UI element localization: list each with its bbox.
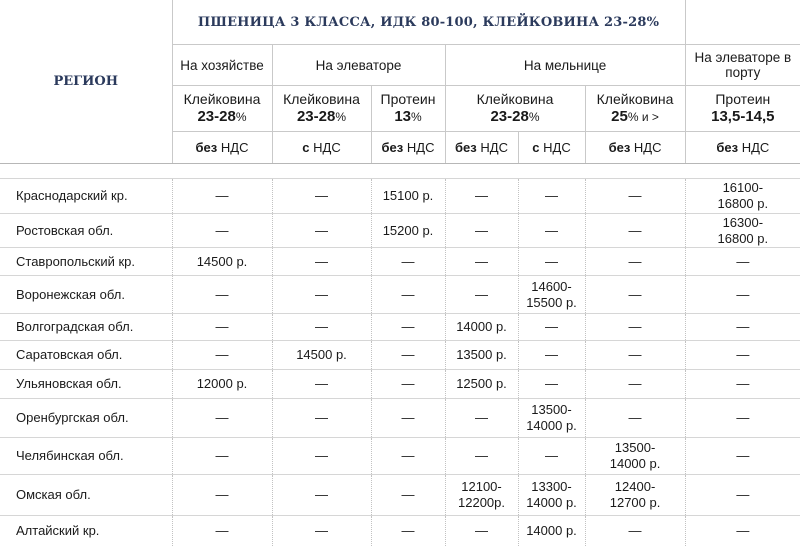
price-cell: — <box>371 516 445 546</box>
price-cell: — <box>172 276 272 314</box>
price-cell: — <box>172 475 272 516</box>
price-cell: — <box>585 399 685 438</box>
price-cell: — <box>445 214 518 248</box>
table-title: ПШЕНИЦА 3 КЛАССА, ИДК 80-100, КЛЕЙКОВИНА 23-28% <box>172 0 685 45</box>
region-cell: Ульяновская обл. <box>0 370 172 399</box>
header-spacer <box>0 164 800 179</box>
price-cell: — <box>585 214 685 248</box>
table-row <box>0 248 800 276</box>
price-cell: 13300- 14000 р. <box>518 475 585 516</box>
price-cell: — <box>518 214 585 248</box>
product-header: Клейковина 23-28% <box>172 86 272 132</box>
price-cell: — <box>272 438 371 475</box>
price-cell: 14600- 15500 р. <box>518 276 585 314</box>
price-cell: — <box>685 399 800 438</box>
table-row <box>0 179 800 214</box>
price-cell: 13500- 14000 р. <box>518 399 585 438</box>
region-cell: Саратовская обл. <box>0 341 172 370</box>
table-row <box>0 438 800 475</box>
price-cell: — <box>685 475 800 516</box>
location-mill: На мельнице <box>445 45 685 86</box>
vat-header: без НДС <box>585 132 685 164</box>
price-cell: — <box>172 214 272 248</box>
product-header: Протеин 13,5-14,5 <box>685 86 800 132</box>
price-cell: — <box>445 399 518 438</box>
price-cell: 13500- 14000 р. <box>585 438 685 475</box>
price-cell: 14000 р. <box>518 516 585 546</box>
price-cell: — <box>518 179 585 214</box>
price-cell: — <box>172 516 272 546</box>
price-cell: — <box>172 341 272 370</box>
vat-header: без НДС <box>445 132 518 164</box>
price-cell: — <box>585 248 685 276</box>
price-cell: — <box>272 179 371 214</box>
region-cell: Алтайский кр. <box>0 516 172 546</box>
region-cell: Волгоградская обл. <box>0 314 172 341</box>
price-cell: — <box>518 370 585 399</box>
price-cell: — <box>445 438 518 475</box>
price-cell: — <box>371 475 445 516</box>
location-elevator: На элеваторе <box>272 45 445 86</box>
price-cell: — <box>445 248 518 276</box>
price-cell: 14500 р. <box>172 248 272 276</box>
price-cell: — <box>371 341 445 370</box>
price-cell: 16300- 16800 р. <box>685 214 800 248</box>
table-row <box>0 214 800 248</box>
price-cell: — <box>585 341 685 370</box>
region-column-header: РЕГИОН <box>0 0 172 164</box>
price-cell: — <box>685 438 800 475</box>
vat-header: без НДС <box>371 132 445 164</box>
product-header: Клейковина 23-28% <box>445 86 585 132</box>
product-header: Протеин 13% <box>371 86 445 132</box>
price-cell: 12400- 12700 р. <box>585 475 685 516</box>
price-cell: 16100- 16800 р. <box>685 179 800 214</box>
price-cell: — <box>685 314 800 341</box>
table-row <box>0 475 800 516</box>
price-cell: — <box>685 341 800 370</box>
price-cell: — <box>445 516 518 546</box>
price-cell: 14000 р. <box>445 314 518 341</box>
price-cell: — <box>685 516 800 546</box>
price-cell: — <box>172 399 272 438</box>
product-header: Клейковина 25% и > <box>585 86 685 132</box>
table-row <box>0 370 800 399</box>
price-cell: — <box>272 516 371 546</box>
region-cell: Омская обл. <box>0 475 172 516</box>
location-farm: На хозяйстве <box>172 45 272 86</box>
price-cell: 12000 р. <box>172 370 272 399</box>
region-cell: Краснодарский кр. <box>0 179 172 214</box>
vat-header: с НДС <box>272 132 371 164</box>
price-cell: — <box>371 370 445 399</box>
price-cell: — <box>272 276 371 314</box>
region-cell: Ставропольский кр. <box>0 248 172 276</box>
vat-header: с НДС <box>518 132 585 164</box>
price-cell: — <box>685 276 800 314</box>
location-port-elevator: На элеваторе в порту <box>685 45 800 86</box>
price-cell: — <box>172 438 272 475</box>
price-cell: — <box>172 179 272 214</box>
price-cell: — <box>371 248 445 276</box>
price-cell: — <box>685 370 800 399</box>
region-cell: Ростовская обл. <box>0 214 172 248</box>
price-cell: — <box>585 516 685 546</box>
product-header: Клейковина 23-28% <box>272 86 371 132</box>
table-row <box>0 399 800 438</box>
price-cell: 12100- 12200р. <box>445 475 518 516</box>
price-cell: — <box>371 276 445 314</box>
price-cell: — <box>585 276 685 314</box>
vat-header: без НДС <box>685 132 800 164</box>
table-row <box>0 341 800 370</box>
price-cell: — <box>445 276 518 314</box>
price-cell: — <box>371 438 445 475</box>
vat-header: без НДС <box>172 132 272 164</box>
region-cell: Воронежская обл. <box>0 276 172 314</box>
price-cell: 13500 р. <box>445 341 518 370</box>
price-cell: 14500 р. <box>272 341 371 370</box>
price-cell: — <box>272 399 371 438</box>
price-cell: — <box>518 314 585 341</box>
table-row <box>0 516 800 546</box>
table-row <box>0 314 800 341</box>
price-cell: — <box>585 179 685 214</box>
price-cell: — <box>272 475 371 516</box>
price-cell: — <box>685 248 800 276</box>
table-body <box>0 179 800 546</box>
price-cell: — <box>272 248 371 276</box>
price-cell: — <box>272 214 371 248</box>
price-cell: — <box>272 370 371 399</box>
price-cell: — <box>518 341 585 370</box>
price-cell: — <box>172 314 272 341</box>
region-cell: Челябинская обл. <box>0 438 172 475</box>
price-cell: 12500 р. <box>445 370 518 399</box>
price-cell: — <box>272 314 371 341</box>
price-cell: 15100 р. <box>371 179 445 214</box>
region-cell: Оренбургская обл. <box>0 399 172 438</box>
price-cell: — <box>518 438 585 475</box>
price-cell: — <box>585 370 685 399</box>
price-cell: — <box>518 248 585 276</box>
price-cell: — <box>585 314 685 341</box>
price-cell: — <box>445 179 518 214</box>
table-row <box>0 276 800 314</box>
price-cell: — <box>371 399 445 438</box>
price-cell: — <box>371 314 445 341</box>
price-cell: 15200 р. <box>371 214 445 248</box>
title-empty-cell <box>685 0 800 45</box>
